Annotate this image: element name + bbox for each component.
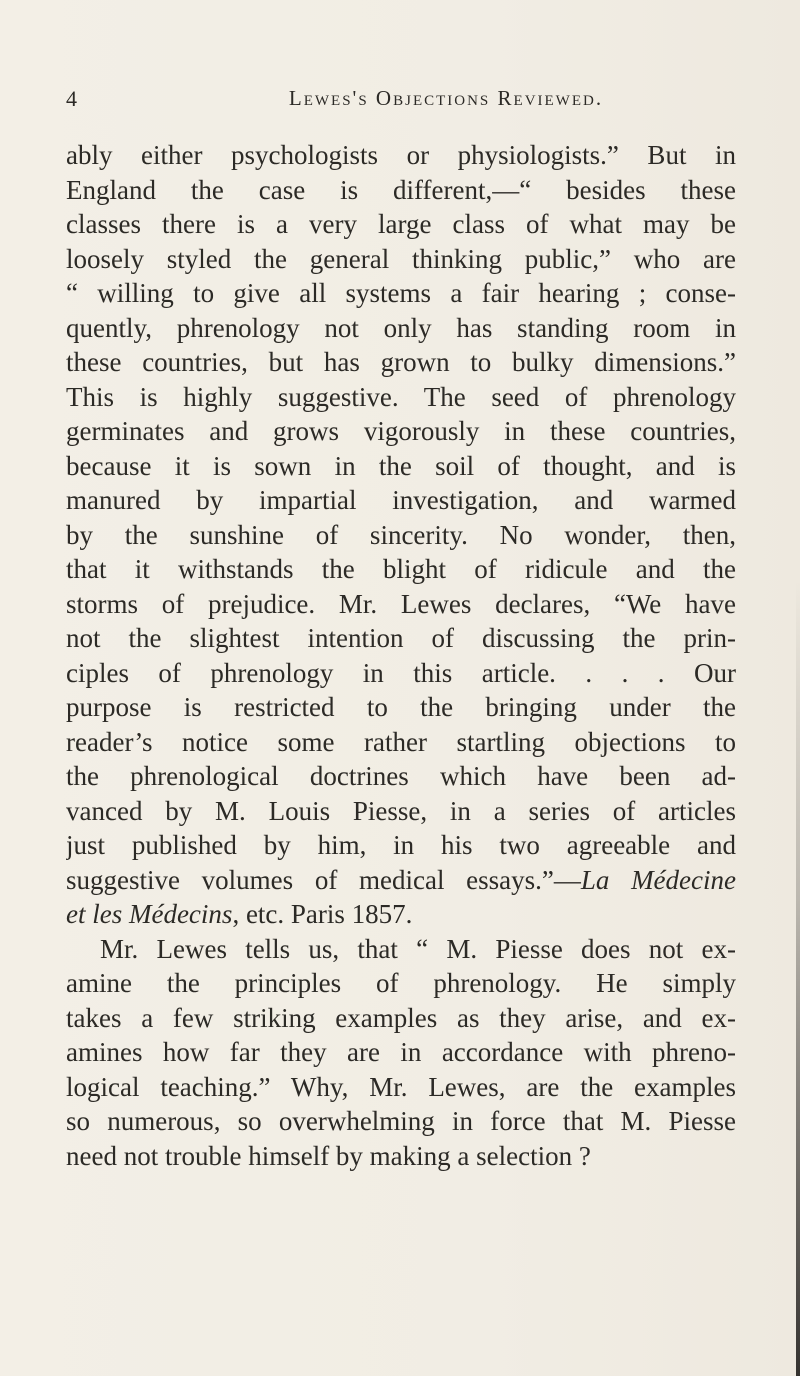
text-line: reader’s notice some rather startling objections to [66,726,736,757]
text-line: so numerous, so overwhelming in force that M. Piesse [66,1106,736,1136]
page-edge-shadow [796,580,800,1376]
text-line: the phrenological doctrines which have been ad- [66,761,736,791]
text-line: amines how far they are in accordance with phreno- [66,1037,736,1067]
running-head: Lewes's Objections Reviewed. [288,86,604,110]
page-header [66,86,736,116]
citation-suffix: , etc. Paris 1857. [232,899,413,929]
text-line: logical teaching.” Why, Mr. Lewes, are the examples [66,1071,736,1102]
text-line: takes a few striking examples as they arise, and ex- [66,1002,736,1033]
text-line: these countries, but has grown to bulky dimensions.” [66,347,736,377]
text-line-citation [66,863,736,898]
text-line: by the sunshine of sincerity. No wonder, then, [66,519,736,550]
citation-prefix: suggestive volumes of medical essays.”— [66,864,581,895]
text-line: storms of prejudice. Mr. Lewes declares, “We have [66,588,736,619]
text-line: vanced by M. Louis Piesse, in a series of articles [66,795,736,826]
text-line: manured by impartial investigation, and warmed [66,485,736,515]
text-line: “ willing to give all systems a fair hearing ; conse- [66,278,736,308]
body-text [66,138,736,1173]
text-line: ciples of phrenology in this article. . . . Our [66,657,736,688]
text-line: loosely styled the general thinking public,” who are [66,243,736,274]
text-line-citation-end [66,897,736,932]
page-number: 4 [66,86,78,111]
text-line: germinates and grows vigorously in these countries, [66,416,736,446]
text-line: This is highly suggestive. The seed of phrenology [66,381,736,412]
text-line: just published by him, in his two agreeable and [66,830,736,860]
text-line: England the case is different,—“ besides these [66,174,736,205]
text-line: classes there is a very large class of what may be [66,209,736,239]
citation-title-italic-cont: et les Médecins [66,899,233,929]
text-line: that it withstands the blight of ridicule and the [66,554,736,584]
text-line: need not trouble himself by making a selection ? [66,1140,591,1171]
citation-title-italic: La Médecine [580,864,736,895]
text-line: ably either psychologists or physiologists.” But in [66,140,736,170]
text-line: not the slightest intention of discussing the prin- [66,623,736,653]
text-line: quently, phrenology not only has standing room in [66,312,736,343]
text-line: Mr. Lewes tells us, that “ M. Piesse does not ex- [100,933,736,964]
text-line: because it is sown in the soil of thought, and is [66,450,736,481]
text-line: amine the principles of phrenology. He simply [66,968,736,998]
text-line: purpose is restricted to the bringing under the [66,692,736,722]
